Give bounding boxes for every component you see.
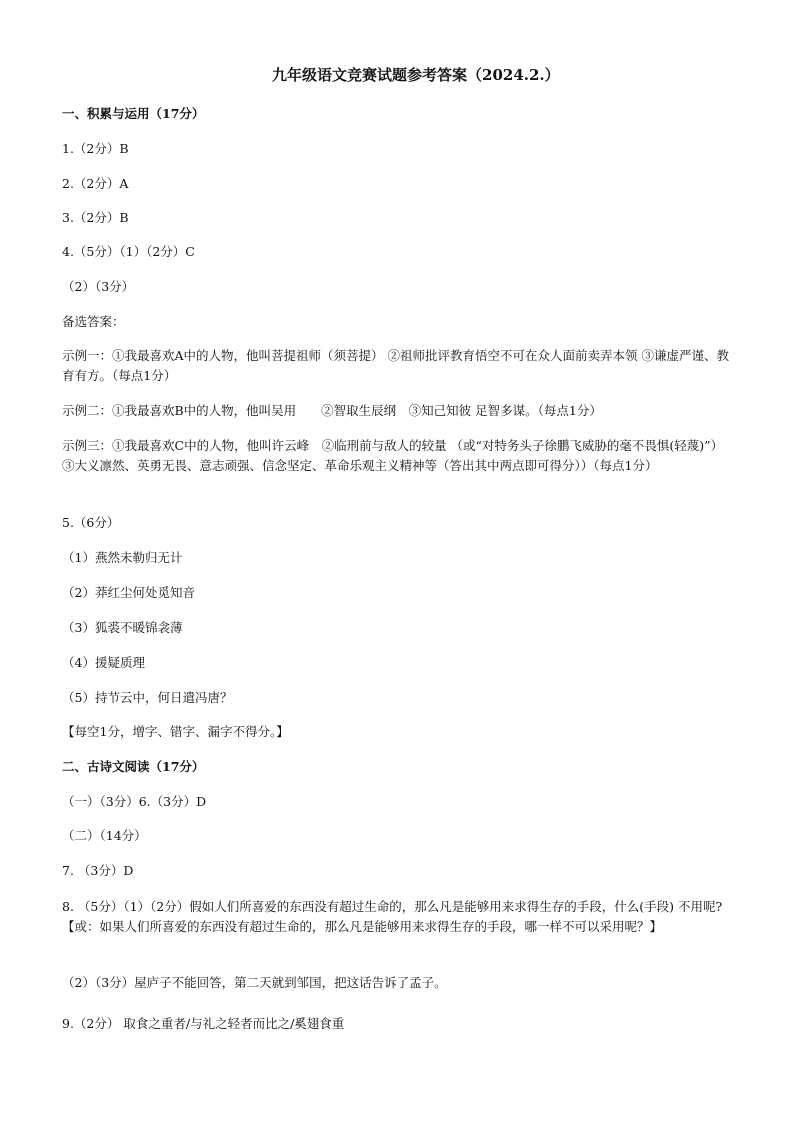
answer-q4: 4.（5分）（1）（2分）C (62, 244, 195, 259)
example-2: 示例二：①我最喜欢B中的人物，他叫吴用 ②智取生辰纲 ③知己知彼 足智多谋。（每点1分） (62, 403, 602, 418)
answer-q1: 1.（2分）B (62, 141, 129, 156)
answer-q5-4: （4）援疑质理 (62, 655, 145, 670)
q5-scoring-note: 【每空1分，增字、错字、漏字不得分。】 (62, 724, 289, 739)
answer-q9: 9.（2分） 取食之重者/与礼之轻者而比之/奚翅食重 (62, 1016, 345, 1031)
answer-q5-2: （2）莽红尘何处觅知音 (62, 585, 195, 600)
answer-q8-part2: （2）（3分）屋庐子不能回答，第二天就到邹国，把这话告诉了孟子。 (62, 975, 447, 990)
answer-q7: 7. （3分）D (62, 863, 134, 878)
alternative-answers-label: 备选答案： (62, 314, 125, 329)
example-1: 示例一：①我最喜欢A中的人物，他叫菩提祖师（须菩提） ②祖师批评教育悟空不可在众人面前卖弄本领 ③谦虚严谨、教育有方。（每点1分） (62, 348, 729, 383)
answer-q5-3: （3）狐裘不暖锦衾薄 (62, 620, 183, 635)
answer-q5: 5.（6分） (62, 515, 120, 530)
example-3: 示例三：①我最喜欢C中的人物，他叫许云峰 ②临刑前与敌人的较量 （或“对特务头子徐鹏飞威胁的毫不畏惧(轻蔑)”） ③大义凛然、英勇无畏、意志顽强、信念坚定、革命乐观主义精神等（答出其中两点即可得分））（每点1分） (62, 438, 724, 473)
answer-q4-part2: （2）（3分） (62, 279, 135, 294)
answer-q5-1: （1）燕然未勒归无计 (62, 550, 183, 565)
part-1-answer: （一）（3分）6.（3分）D (62, 794, 207, 809)
answer-q5-5: （5）持节云中，何日遣冯唐？ (62, 690, 233, 705)
page-title: 九年级语文竞赛试题参考答案（2024.2.） (272, 66, 560, 84)
section-2-heading: 二、古诗文阅读（17分） (62, 759, 205, 774)
answer-q3: 3.（2分）B (62, 210, 129, 225)
part-2-heading: （二）（14分） (62, 828, 147, 843)
answer-q2: 2.（2分）A (62, 176, 129, 191)
answer-q8: 8. （5分）（1）（2分）假如人们所喜爱的东西没有超过生命的，那么凡是能够用来求得生存的手段，什么(手段) 不用呢?【或：如果人们所喜爱的东西没有超过生命的，那么凡是能够用来求得生存的手段，哪一样不可以采用呢？】 (62, 899, 723, 934)
section-1-heading: 一、积累与运用（17分） (62, 106, 205, 121)
